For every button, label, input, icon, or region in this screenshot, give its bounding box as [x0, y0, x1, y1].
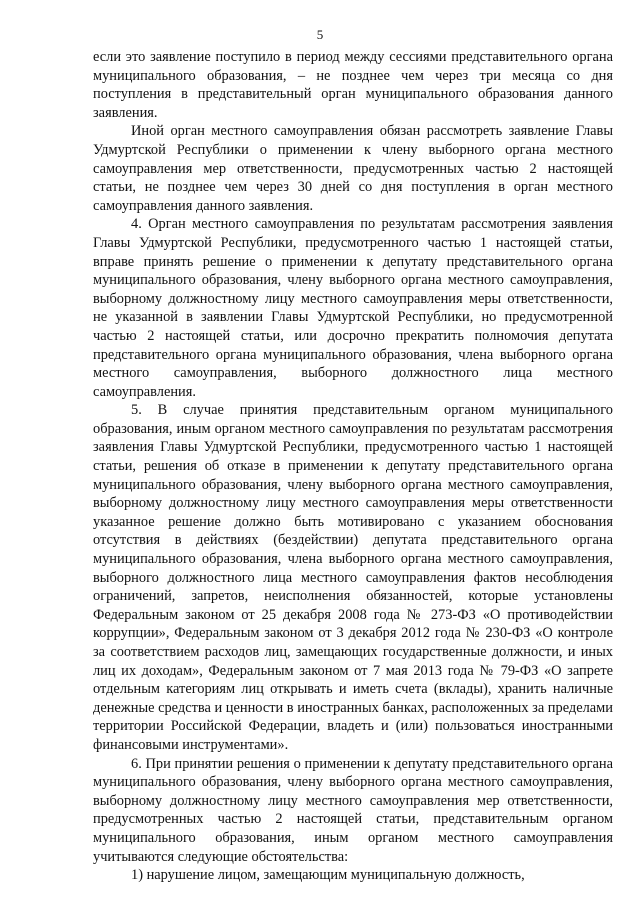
list-item-1: 1) нарушение лицом, замещающим муниципальную должность, — [131, 867, 525, 884]
paragraph-other-body-review: Иной орган местного самоуправления обязан рассмотреть заявление Главы Удмуртской Республики о применении к члену выборного органа местного самоуправления мер ответственности, предусмотренных частью 2 настоящей статьи, не позднее чем через 30 дней со дня поступления в орган местного самоуправления данного заявления. — [93, 123, 613, 214]
page-number: 5 — [316, 27, 324, 42]
paragraph-continuation: если это заявление поступило в период между сессиями представительного органа муниципального образования, – не позднее чем через три месяца со дня поступления в представительный орган муниципального образования данного заявления. — [93, 49, 613, 121]
document-body — [93, 48, 613, 885]
paragraph-5: 5. В случае принятия представительным органом муниципального образования, иным органом местного самоуправления по результатам рассмотрения заявления Главы Удмуртской Республики, предусмотренного частью 1 настоящей статьи, решения об отказе в применении к депутату представительного органа муниципального образования, члену выборного органа местного самоуправления, выборному должностному лицу местного самоуправления меры ответственности указанное решение должно быть мотивировано с указанием обоснования отсутствия в действиях (бездействии) депутата представительного органа муниципального образования, члена выборного органа местного самоуправления, выборного должностного лица местного самоуправления фактов несоблюдения ограничений, запретов, неисполнения обязанностей, которые установлены Федеральным законом от 25 декабря 2008 года № 273-ФЗ «О противодействии коррупции», Федеральным законом от 3 декабря 2012 года № 230-ФЗ «О контроле за соответствием расходов лиц, замещающих государственные должности, и иных лиц их доходам», Федеральным законом от 7 мая 2013 года № 79-ФЗ «О запрете отдельным категориям лиц открывать и иметь счета (вклады), хранить наличные денежные средства и ценности в иностранных банках, расположенных за пределами территории Российской Федерации, владеть и (или) пользоваться иностранными финансовыми инструментами». — [93, 402, 613, 753]
paragraph-6: 6. При принятии решения о применении к депутату представительного органа муниципального образования, члену выборного органа местного самоуправления, выборному должностному лицу местного самоуправления мер ответственности, предусмотренных частью 2 настоящей статьи, представительным органом муниципального образования, иным органом местного самоуправления учитываются следующие обстоятельства: — [93, 755, 613, 865]
paragraph-4: 4. Орган местного самоуправления по результатам рассмотрения заявления Главы Удмуртской Республики, предусмотренного частью 1 настоящей статьи, вправе принять решение о применении к депутату представительного органа муниципального образования, члену выборного органа местного самоуправления, выборному должностному лицу местного самоуправления меры ответственности, не указанной в заявлении Главы Удмуртской Республики, но предусмотренной частью 2 настоящей статьи, или досрочно прекратить полномочия депутата представительного органа муниципального образования, члена выборного органа местного самоуправления, выборного должностного лица местного самоуправления. — [93, 216, 613, 400]
